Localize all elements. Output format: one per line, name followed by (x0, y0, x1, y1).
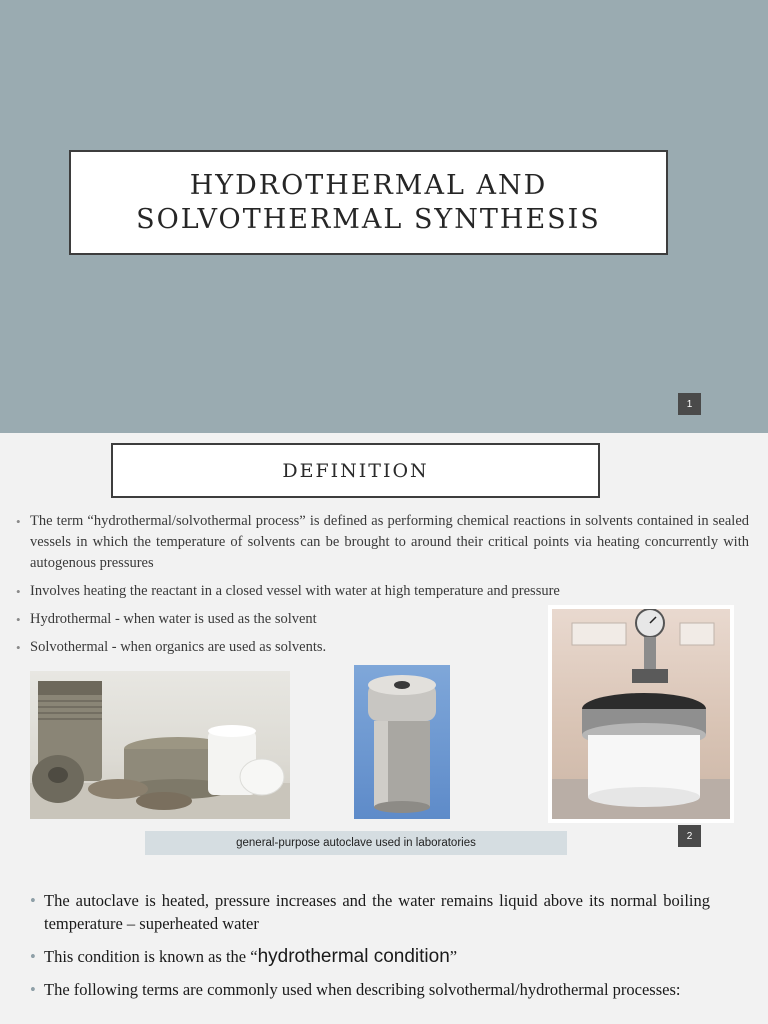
bullet-icon: • (16, 584, 21, 599)
page-number-badge: 2 (678, 825, 701, 847)
slide-title: HYDROTHERMAL AND SOLVOTHERMAL SYNTHESIS (136, 169, 601, 235)
list-item: • Hydrothermal - when water is used as the solvent (16, 609, 536, 630)
autoclave-parts-photo (30, 671, 290, 819)
autoclave-parts-image (30, 671, 290, 819)
title-box (69, 150, 668, 255)
definition-slide (0, 433, 768, 865)
definition-heading: DEFINITION (282, 459, 429, 482)
bullet-icon: • (30, 891, 36, 910)
list-item: • The autoclave is heated, pressure increases and the water remains liquid above its normal boiling temperature – superheated water (30, 891, 710, 933)
list-item: • The following terms are commonly used when describing solvothermal/hydrothermal processes: (30, 980, 681, 999)
list-item: • The term “hydrothermal/solvothermal process” is defined as performing chemical reactions in solvents contained in sealed vessels in which the temperature of solvents can be brought to around their critical points via heating concurrently with autogenous pressures (16, 513, 749, 571)
page-number-badge: 1 (678, 393, 701, 415)
bullet-icon: • (30, 947, 36, 966)
sealed-autoclave-image (354, 665, 450, 819)
autoclave-gauge-image (552, 609, 730, 819)
sealed-autoclave-photo (354, 665, 450, 819)
condition-bullet-list (30, 889, 710, 1011)
autoclave-gauge-photo (548, 605, 734, 823)
image-caption: general-purpose autoclave used in laboratories (145, 831, 567, 855)
bullet-icon: • (16, 612, 21, 627)
hydrothermal-condition-term: hydrothermal condition (257, 946, 450, 967)
title-slide (0, 0, 768, 433)
definition-heading-box (111, 443, 600, 498)
list-item: • This condition is known as the “hydrothermal condition” (30, 946, 458, 967)
bullet-icon: • (30, 980, 36, 999)
bullet-icon: • (16, 640, 21, 655)
hydrothermal-condition-slide (0, 865, 768, 1024)
bullet-icon: • (16, 514, 21, 529)
list-item: • Involves heating the reactant in a closed vessel with water at high temperature and pressure (16, 581, 749, 602)
list-item: • Solvothermal - when organics are used as solvents. (16, 637, 536, 658)
